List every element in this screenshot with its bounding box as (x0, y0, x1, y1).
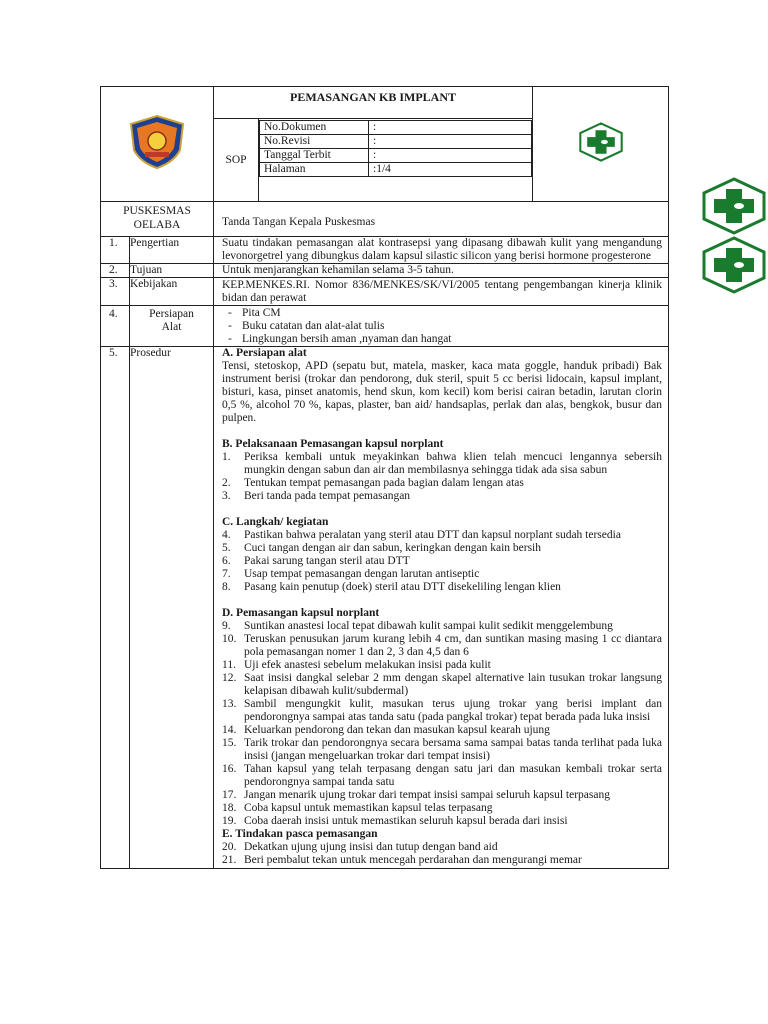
puskesmas-logo-icon (576, 122, 626, 162)
section-text: Tensi, stetoskop, APD (sepatu but, matela, masker, kaca mata goggle, handuk pribadi) Bak instrument berisi (trokar dan pendorong, duk steril, spuit 5 cc berisi lidocain, kapsul implant, bisturi, kasa, pinset anatomis, hend skun, kom kecil) kom berisi cairan betadin, larutan clorin 0,5 %, alcohol 70 %, kapas, plaster, ban aid/ handsaplas, perlak dan alas, bengkok, busur dan pulpen. (222, 360, 662, 424)
regency-emblem-icon (128, 114, 186, 170)
regency-logo-cell (101, 87, 214, 202)
procedure-step: 3. Beri tanda pada tempat pemasangan (222, 490, 411, 502)
puskesmas-logo-icon (701, 236, 767, 294)
meta-row: :1/4 (369, 163, 532, 177)
sop-document (100, 86, 668, 869)
puskesmas-logo-cell (533, 87, 669, 202)
row-number: 4. (101, 306, 130, 347)
procedure-step: 19. Coba daerah insisi untuk memastikan seluruh kapsul berada dari insisi (222, 815, 568, 827)
row-label: Prosedur (130, 347, 214, 869)
procedure-step: 4. Pastikan bahwa peralatan yang steril atau DTT dan kapsul norplant sudah tersedia (222, 529, 621, 541)
meta-row: : (369, 135, 532, 149)
section-title: E. Tindakan pasca pemasangan (222, 828, 378, 840)
meta-row: : (369, 149, 532, 163)
procedure-step: 7. Usap tempat pemasangan dengan larutan antiseptic (222, 568, 480, 580)
procedure-step: 9. Suntikan anastesi local tepat dibawah kulit sampai kulit sedikit menggelembung (222, 620, 613, 632)
sop-body-table (100, 202, 669, 869)
meta-row: Halaman (260, 163, 369, 177)
procedure-step: 20. Dekatkan ujung ujung insisi dan tutup dengan band aid (222, 841, 498, 853)
procedure-step: 15. Tarik trokar dan pendorongnya secara bersama sama sampai batas tanda terlihat pada luka insisi (jangan mengeluarkan trokar dari tempat insisi) (222, 737, 662, 762)
row-kebijakan (101, 278, 669, 306)
row-label: Pengertian (130, 237, 214, 264)
signature-label: Tanda Tangan Kepala Puskesmas (214, 202, 669, 237)
row-content (214, 306, 669, 347)
procedure-step: 17. Jangan menarik ujung trokar dari tempat insisi sampai seluruh kapsul terpasang (222, 789, 610, 801)
meta-row: : (369, 121, 532, 135)
procedure-step: 13. Sambil mengungkit kulit, masukan terus ujung trokar yang berisi implant dan pendorongnya sampai atas tanda satu (pada pangkal trokar) tepat berada pada luka insisi (222, 698, 662, 723)
procedure-step: 8. Pasang kain penutup (doek) steril atau DTT disekeliling lengan klien (222, 581, 561, 593)
procedure-step: 21. Beri pembalut tekan untuk mencegah perdarahan dan mengurangi memar (222, 854, 582, 866)
procedure-step: 5. Cuci tangan dengan air dan sabun, keringkan dengan kain bersih (222, 542, 541, 554)
procedure-step: 10. Teruskan penusukan jarum kurang lebih 4 cm, dan suntikan masing masing 1 cc diantara pola pemasangan nomer 1 dan 2, 3 dan 4,5 dan 6 (222, 633, 662, 658)
meta-row: Tanggal Terbit (260, 149, 369, 163)
section-title: A. Persiapan alat (222, 347, 307, 359)
row-label: Tujuan (130, 264, 214, 278)
list-item: - Lingkungan bersih aman ,nyaman dan hangat (228, 333, 662, 346)
document-meta (259, 119, 533, 202)
document-title: PEMASANGAN KB IMPLANT (214, 87, 533, 119)
row-persiapan (101, 306, 669, 347)
procedure-step: 14. Keluarkan pendorong dan tekan dan masukan kapsul kearah ujung (222, 724, 550, 736)
procedure-step: 6. Pakai sarung tangan steril atau DTT (222, 555, 410, 567)
row-pengertian (101, 237, 669, 264)
list-item: - Pita CM (228, 307, 662, 320)
procedure-step: 12. Saat insisi dangkal selebar 2 mm dengan skapel alternative lain tusukan trokar langsung kelapisan dibawah kulit/subdermal) (222, 672, 662, 697)
row-number: 5. (101, 347, 130, 869)
organization-name: PUSKESMAS OELABA (101, 202, 214, 237)
sop-header-table (100, 86, 669, 202)
row-content: Suatu tindakan pemasangan alat kontrasepsi yang dipasang dibawah kulit yang mengandung levonorgetrel yang dibungkus dalam kapsul silastic silicon yang berisi hormone progesterone (214, 237, 669, 264)
row-number: 2. (101, 264, 130, 278)
row-number: 1. (101, 237, 130, 264)
row-prosedur (101, 347, 669, 869)
section-title: B. Pelaksanaan Pemasangan kapsul norplant (222, 438, 444, 450)
sop-label: SOP (214, 119, 259, 202)
procedure-step: 2. Tentukan tempat pemasangan pada bagian dalam lengan atas (222, 477, 524, 489)
meta-row: No.Dokumen (260, 121, 369, 135)
procedure-step: 16. Tahan kapsul yang telah terpasang dengan satu jari dan masukan kembali trokar serta pendorongnya sampai tanda satu (222, 763, 662, 788)
puskesmas-logo-icon (701, 177, 767, 235)
row-label: Kebijakan (130, 278, 214, 306)
procedure-step: 1. Periksa kembali untuk meyakinkan bahwa klien telah mencuci lengannya sebersih mungkin dengan sabun dan air dan membilasnya sehingga tidak ada sisa sabun (222, 451, 662, 476)
row-label: Persiapan Alat (130, 306, 214, 347)
list-item: - Buku catatan dan alat-alat tulis (228, 320, 662, 333)
row-content: Untuk menjarangkan kehamilan selama 3-5 tahun. (214, 264, 669, 278)
row-tujuan (101, 264, 669, 278)
procedure-step: 18. Coba kapsul untuk memastikan kapsul telas terpasang (222, 802, 493, 814)
prosedur-content (214, 347, 669, 869)
row-content: KEP.MENKES.RI. Nomor 836/MENKES/SK/VI/2005 tentang pengembangan kinerja klinik bidan dan perawat (214, 278, 669, 306)
meta-row: No.Revisi (260, 135, 369, 149)
procedure-step: 11. Uji efek anastesi sebelum melakukan insisi pada kulit (222, 659, 491, 671)
section-title: D. Pemasangan kapsul norplant (222, 607, 380, 619)
section-title: C. Langkah/ kegiatan (222, 516, 329, 528)
row-number: 3. (101, 278, 130, 306)
